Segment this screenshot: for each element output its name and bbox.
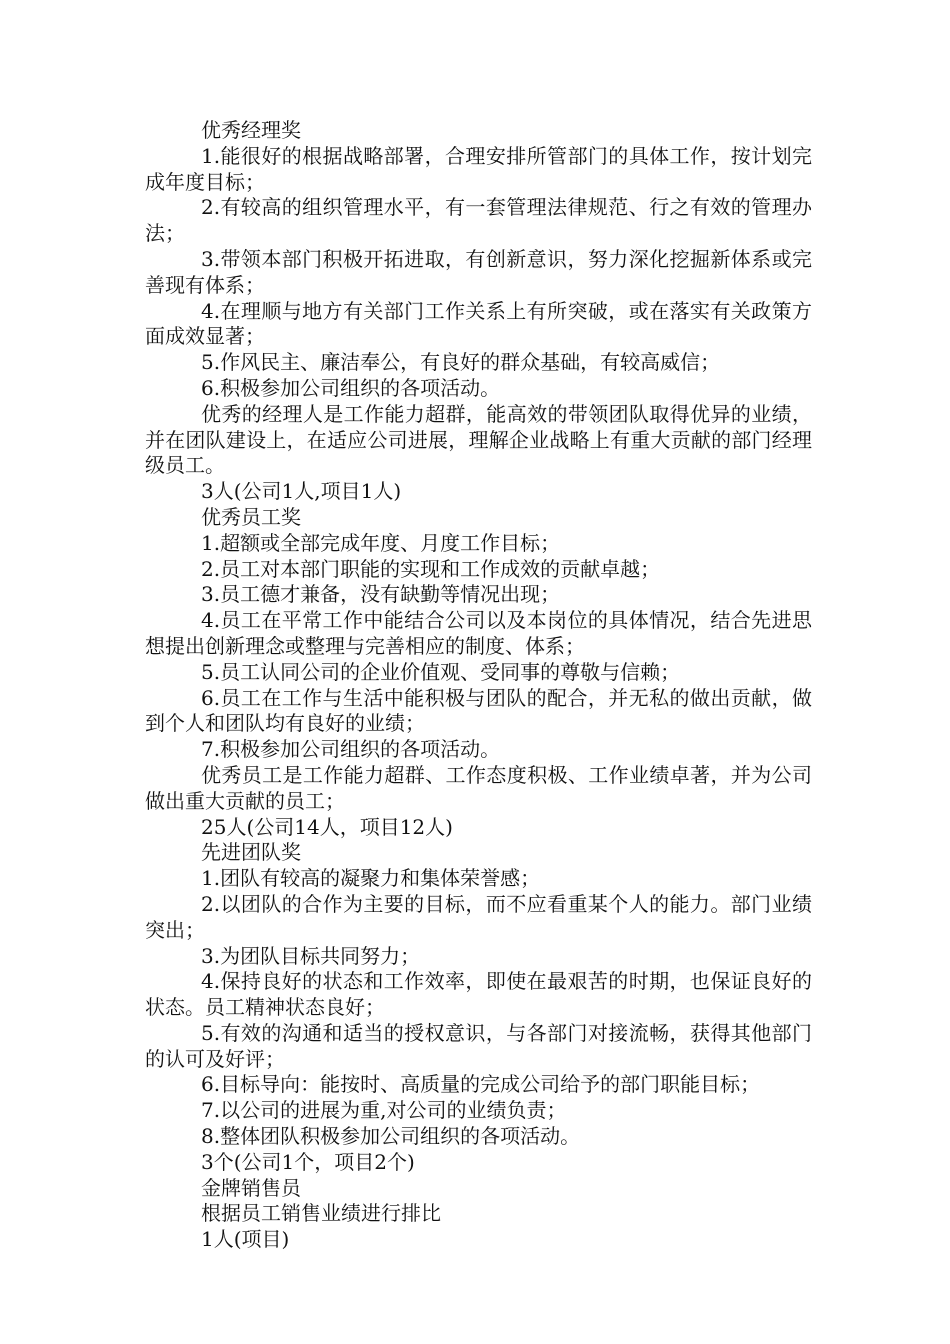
document-page [145, 118, 812, 1253]
employee-criterion-1: 1.超额或全部完成年度、月度工作目标； [201, 530, 561, 555]
team-criterion-3: 3.为团队目标共同努力； [201, 943, 421, 968]
team-criterion-8: 8.整体团队积极参加公司组织的各项活动。 [201, 1124, 581, 1149]
manager-criterion-2: 2.有较高的组织管理水平，有一套管理法律规范、行之有效的管理办法； [145, 195, 812, 246]
team-criterion-6: 6.目标导向：能按时、高质量的完成公司给予的部门职能目标； [201, 1072, 761, 1097]
manager-criterion-6: 6.积极参加公司组织的各项活动。 [201, 375, 501, 400]
employee-criterion-3: 3.员工德才兼备，没有缺勤等情况出现； [201, 582, 561, 607]
employee-criterion-5: 5.员工认同公司的企业价值观、受同事的尊敬与信赖； [201, 659, 681, 684]
team-quota: 3个(公司1个，项目2个) [201, 1149, 415, 1174]
employee-criterion-6: 6.员工在工作与生活中能积极与团队的配合，并无私的做出贡献，做到个人和团队均有良好的业绩； [145, 685, 812, 736]
sales-criterion: 根据员工销售业绩进行排比 [201, 1201, 441, 1226]
manager-criterion-5: 5.作风民主、廉洁奉公，有良好的群众基础，有较高威信； [201, 350, 721, 375]
employee-criterion-4: 4.员工在平常工作中能结合公司以及本岗位的具体情况，结合先进思想提出创新理念或整理与完善相应的制度、体系； [145, 608, 812, 658]
section-title-best-employee: 优秀员工奖 [201, 504, 301, 529]
team-criterion-4: 4.保持良好的状态和工作效率，即使在最艰苦的时期，也保证良好的状态。员工精神状态良好； [145, 969, 812, 1020]
manager-criterion-4: 4.在理顺与地方有关部门工作关系上有所突破，或在落实有关政策方面成效显著； [145, 298, 812, 349]
team-criterion-1: 1.团队有较高的凝聚力和集体荣誉感； [201, 866, 541, 891]
employee-criterion-7: 7.积极参加公司组织的各项活动。 [201, 737, 501, 762]
manager-quota: 3人(公司1人,项目1人) [201, 479, 402, 504]
section-title-advanced-team: 先进团队奖 [201, 840, 301, 865]
team-criterion-7: 7.以公司的进展为重,对公司的业绩负责； [201, 1098, 567, 1123]
manager-criterion-3: 3.带领本部门积极开拓进取，有创新意识，努力深化挖掘新体系或完善现有体系； [145, 246, 812, 297]
team-criterion-2: 2.以团队的合作为主要的目标，而不应看重某个人的能力。部门业绩突出； [145, 891, 812, 942]
sales-quota: 1人(项目) [201, 1227, 290, 1252]
employee-description: 优秀员工是工作能力超群、工作态度积极、工作业绩卓著，并为公司做出重大贡献的员工； [145, 762, 812, 813]
employee-criterion-2: 2.员工对本部门职能的实现和工作成效的贡献卓越； [201, 556, 661, 581]
section-title-gold-salesperson: 金牌销售员 [201, 1175, 301, 1200]
employee-quota: 25人(公司14人，项目12人) [201, 814, 453, 839]
section-title-best-manager: 优秀经理奖 [201, 118, 301, 142]
team-criterion-5: 5.有效的沟通和适当的授权意识，与各部门对接流畅，获得其他部门的认可及好评； [145, 1020, 812, 1071]
manager-criterion-1: 1.能很好的根据战略部署，合理安排所管部门的具体工作，按计划完成年度目标； [145, 143, 812, 194]
manager-description: 优秀的经理人是工作能力超群，能高效的带领团队取得优异的业绩，并在团队建设上，在适应公司进展，理解企业战略上有重大贡献的部门经理级员工。 [145, 401, 812, 478]
